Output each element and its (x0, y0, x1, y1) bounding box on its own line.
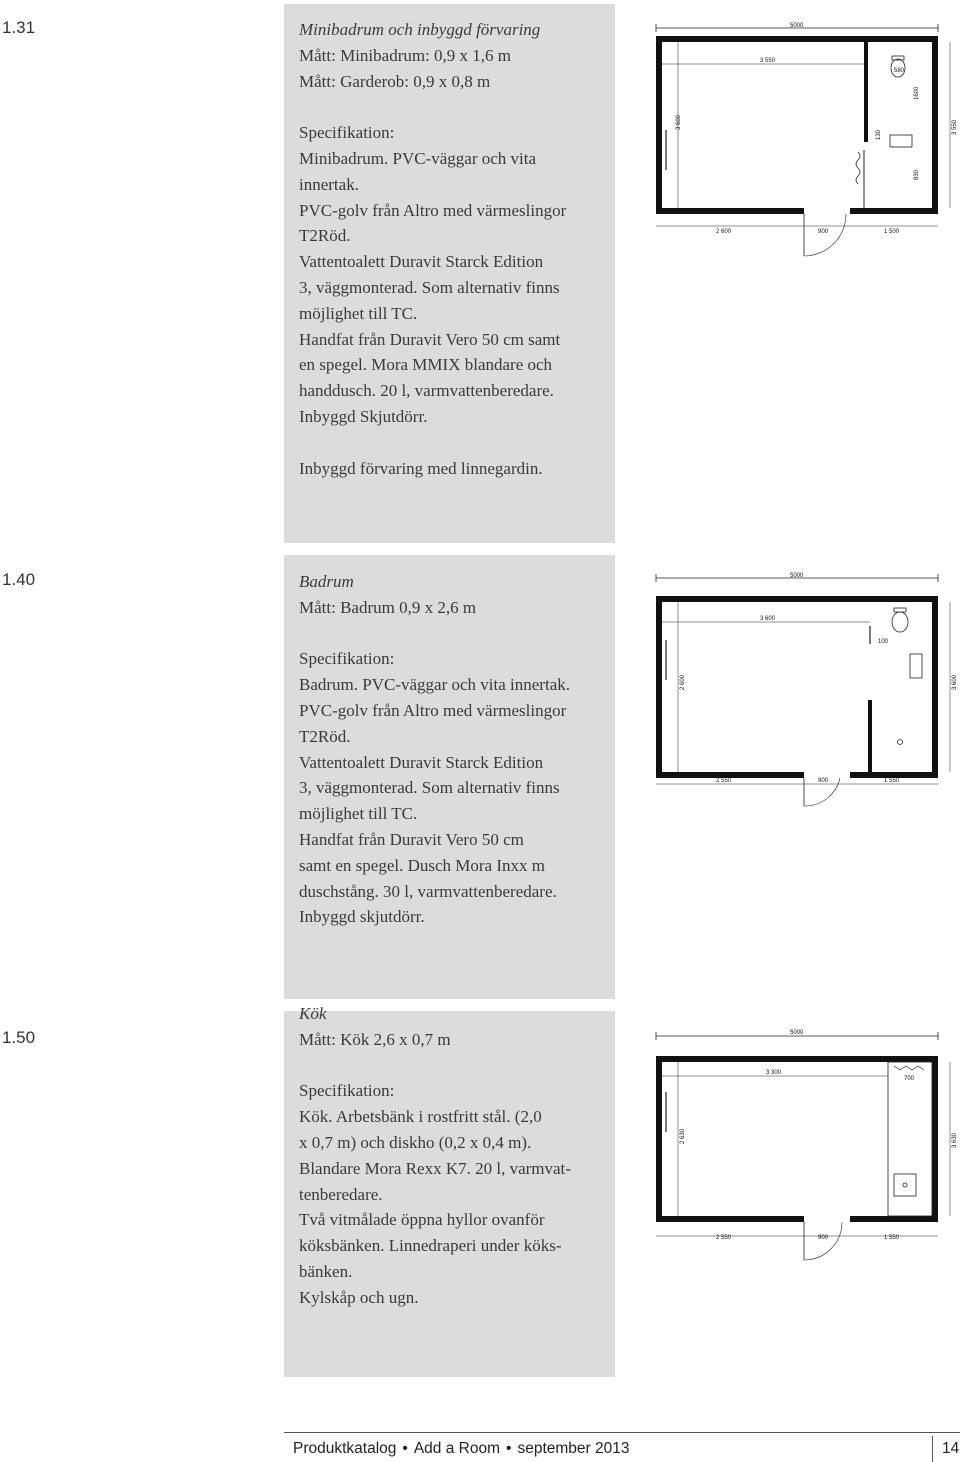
floor-plan-drawing (650, 20, 960, 260)
spec-line: Mått: Garderob: 0,9 x 0,8 m (299, 71, 491, 91)
section-number: 1.50 (2, 1028, 36, 1047)
spec-line: möjlighet till TC. (299, 303, 418, 323)
dim-extra: 130 (876, 129, 882, 140)
spec-line: T2Röd. (299, 726, 351, 746)
spec-line: samt en spegel. Dusch Mora Inxx m (299, 855, 545, 875)
spacer (299, 94, 609, 120)
spec-line: Handfat från Duravit Vero 50 cm samt (299, 329, 561, 349)
spec-line: Mått: Badrum 0,9 x 2,6 m (299, 597, 477, 617)
dim-extra: 580 (894, 68, 905, 74)
spec-line: x 0,7 m) och diskho (0,2 x 0,4 m). (299, 1132, 532, 1152)
footer-separator: • (506, 1440, 512, 1457)
floor-plan-drawing (650, 570, 960, 810)
section-title: Kök (299, 1004, 327, 1023)
spec-text (299, 569, 609, 930)
dim-extra: 100 (878, 639, 889, 645)
dim-inner: 3 600 (760, 616, 776, 622)
dim-right: 3 600 (952, 674, 958, 690)
spec-line: Inbyggd skjutdörr. (299, 907, 425, 927)
footer-rule (284, 1432, 960, 1433)
spec-line: tenberedare. (299, 1184, 383, 1204)
spec-line: Specifikation: (299, 1081, 395, 1101)
floor-plan (650, 20, 960, 260)
spacer (299, 430, 609, 456)
spec-line: handdusch. 20 l, varmvattenberedare. (299, 381, 554, 401)
dim-bottom: 900 (818, 778, 829, 784)
spec-line: en spegel. Mora MMIX blandare och (299, 355, 553, 375)
dim-bottom: 2 550 (716, 778, 732, 784)
dim-bottom: 1 500 (884, 229, 900, 235)
footer-date: september 2013 (517, 1440, 630, 1457)
dim-top: 5000 (790, 23, 804, 29)
section-title: Badrum (299, 572, 354, 591)
footer (293, 1440, 629, 1458)
floor-plan-drawing (650, 1022, 960, 1262)
spec-line: PVC-golv från Altro med värmeslingor (299, 700, 567, 720)
section-number: 1.31 (2, 18, 36, 37)
dim-bottom: 1 550 (884, 778, 900, 784)
spec-line: Inbyggd förvaring med linnegardin. (299, 458, 543, 478)
footer-separator: • (402, 1440, 408, 1457)
spec-line: Mått: Minibadrum: 0,9 x 1,6 m (299, 45, 512, 65)
dim-bottom: 2 600 (716, 229, 732, 235)
dim-extra: 830 (914, 169, 920, 180)
dim-inner: 3 550 (760, 58, 776, 64)
spec-line: 3, väggmonterad. Som alternativ finns (299, 277, 560, 297)
spec-line: Inbyggd Skjutdörr. (299, 406, 428, 426)
spec-line: bänken. (299, 1261, 353, 1281)
dim-right: 3 550 (952, 119, 958, 135)
spec-line: PVC-golv från Altro med värmeslingor (299, 200, 567, 220)
footer-product: Add a Room (413, 1440, 501, 1457)
dim-bottom: 900 (818, 1235, 829, 1241)
spec-line: Kök. Arbetsbänk i rostfritt stål. (2,0 (299, 1107, 542, 1127)
dim-left: 2 630 (680, 1128, 686, 1144)
spec-line: 3, väggmonterad. Som alternativ finns (299, 778, 560, 798)
floor-plan (650, 1022, 960, 1262)
spacer (299, 1053, 609, 1079)
footer-divider (932, 1436, 933, 1462)
section-title: Minibadrum och inbyggd förvaring (299, 20, 541, 39)
spec-line: Kylskåp och ugn. (299, 1287, 419, 1307)
spec-line: köksbänken. Linnedraperi under köks- (299, 1236, 562, 1256)
spec-line: Specifikation: (299, 649, 395, 669)
spec-line: T2Röd. (299, 226, 351, 246)
floor-plan (650, 570, 960, 810)
spacer (299, 621, 609, 647)
spec-lines (299, 595, 609, 930)
spec-line: Vattentoalett Duravit Starck Edition (299, 752, 544, 772)
spec-line: Vattentoalett Duravit Starck Edition (299, 252, 544, 272)
dim-top: 5000 (790, 573, 804, 579)
dim-right: 3 630 (952, 1132, 958, 1148)
spec-line: innertak. (299, 174, 359, 194)
dim-extra: 1600 (914, 86, 920, 100)
page-number: 14 (942, 1440, 960, 1457)
spec-lines (299, 43, 609, 482)
spec-line: Handfat från Duravit Vero 50 cm (299, 829, 524, 849)
dim-bottom: 2 550 (716, 1235, 732, 1241)
dim-bottom: 1 550 (884, 1235, 900, 1241)
spec-text (299, 17, 609, 481)
spec-line: möjlighet till TC. (299, 804, 418, 824)
spec-line: Badrum. PVC-väggar och vita innertak. (299, 675, 570, 695)
spec-line: Minibadrum. PVC-väggar och vita (299, 148, 537, 168)
dim-left: 2 600 (680, 674, 686, 690)
spec-line: duschstång. 30 l, varmvattenberedare. (299, 881, 557, 901)
spec-line: Mått: Kök 2,6 x 0,7 m (299, 1029, 451, 1049)
footer-catalog: Produktkatalog (293, 1440, 397, 1457)
spec-lines (299, 1027, 609, 1311)
dim-extra: 700 (904, 1076, 915, 1082)
spec-line: Två vitmålade öppna hyllor ovanför (299, 1210, 545, 1230)
dim-left: 3 600 (676, 114, 682, 130)
spec-line: Blandare Mora Rexx K7. 20 l, varmvat- (299, 1158, 571, 1178)
spec-line: Specifikation: (299, 123, 395, 143)
spec-text (299, 1001, 609, 1311)
dim-inner: 3 300 (766, 1070, 782, 1076)
dim-bottom: 900 (818, 229, 829, 235)
dim-top: 5000 (790, 1030, 804, 1036)
section-number: 1.40 (2, 570, 36, 589)
